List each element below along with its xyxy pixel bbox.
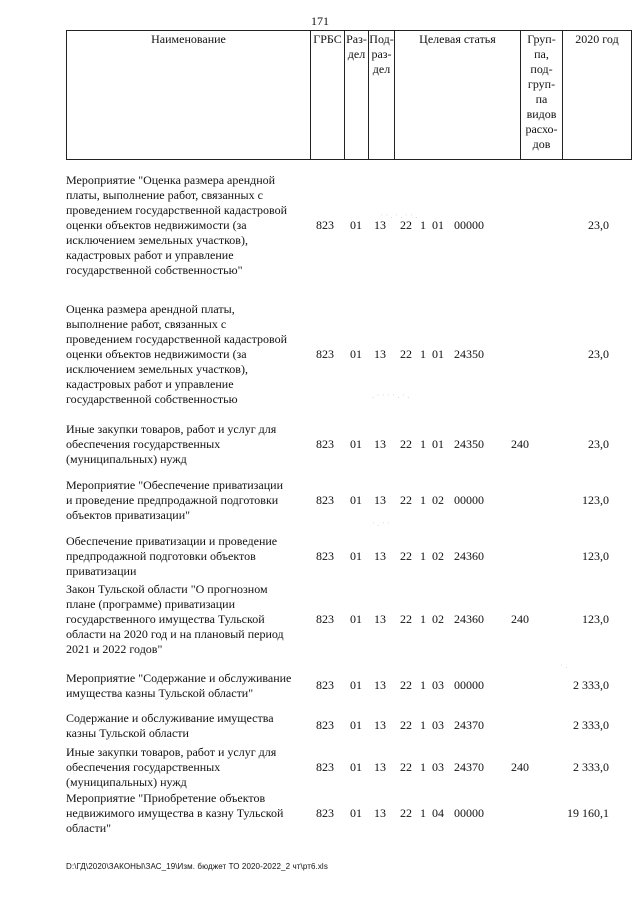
row-name-line: Содержание и обслуживание имущества (66, 711, 274, 725)
row-target: 22 1 04 00000 (400, 806, 484, 820)
row-grbs: 823 (316, 718, 334, 732)
row-name-line: Мероприятие "Обеспечение приватизации (66, 478, 284, 492)
row-name-line: Иные закупки товаров, работ и услуг для (66, 422, 277, 436)
row-name-line: выполнение работ, связанных с (66, 317, 227, 331)
row-name-line: приватизации (66, 564, 137, 578)
row-grbs: 823 (316, 760, 334, 774)
row-podrazdel: 13 (374, 806, 386, 820)
row-name-line: плане (программе) приватизации (66, 597, 236, 611)
row-razdel: 01 (350, 678, 362, 692)
row-name-line: кадастровых работ и управление (66, 248, 234, 262)
row-name-line: платы, выполнение работ, связанных с (66, 188, 263, 202)
row-name (66, 422, 310, 467)
row-razdel: 01 (350, 760, 362, 774)
row-name-line: Мероприятие "Содержание и обслуживание (66, 671, 292, 685)
row-podrazdel: 13 (374, 718, 386, 732)
row-grbs: 823 (316, 612, 334, 626)
row-podrazdel: 13 (374, 760, 386, 774)
row-grbs: 823 (316, 437, 334, 451)
row-name (66, 173, 310, 278)
row-razdel: 01 (350, 493, 362, 507)
row-name-line: оценки объектов недвижимости (за (66, 218, 247, 232)
row-razdel: 01 (350, 718, 362, 732)
row-name-line: области" (66, 821, 112, 835)
row-name-line: исключением земельных участков), (66, 233, 248, 247)
row-podrazdel: 13 (374, 347, 386, 361)
row-name-line: имущества казны Тульской области" (66, 686, 254, 700)
row-name-line: Обеспечение приватизации и проведение (66, 534, 278, 548)
header-year: 2020 год (563, 31, 632, 160)
row-amount: 123,0 (582, 493, 609, 507)
row-amount: 23,0 (588, 218, 609, 232)
row-name (66, 711, 310, 741)
row-name-line: государственной собственностью (66, 392, 238, 406)
row-podrazdel: 13 (374, 493, 386, 507)
row-razdel: 01 (350, 218, 362, 232)
row-target: 22 1 01 00000 (400, 218, 484, 232)
row-name-line: Иные закупки товаров, работ и услуг для (66, 745, 277, 759)
row-name-line: объектов приватизации" (66, 508, 191, 522)
row-name-line: и проведение предпродажной подготовки (66, 493, 279, 507)
row-razdel: 01 (350, 612, 362, 626)
row-amount: 2 333,0 (573, 760, 609, 774)
table-header (66, 30, 632, 160)
row-grbs: 823 (316, 347, 334, 361)
row-razdel: 01 (350, 806, 362, 820)
header-group: Груп- па, под- груп- па видов расхо- дов (521, 31, 563, 160)
row-name-line: области на 2020 год и на плановый период (66, 627, 284, 641)
row-name-line: (муниципальных) нужд (66, 452, 187, 466)
row-grbs: 823 (316, 806, 334, 820)
row-amount: 23,0 (588, 437, 609, 451)
row-amount: 123,0 (582, 612, 609, 626)
row-name-line: (муниципальных) нужд (66, 775, 187, 789)
page-number: 171 (311, 14, 329, 28)
row-name-line: обеспечения государственных (66, 760, 221, 774)
header-podrazdel: Под- раз- дел (369, 31, 395, 160)
row-amount: 2 333,0 (573, 718, 609, 732)
row-name-line: проведением государственной кадастровой (66, 332, 288, 346)
row-name-line: недвижимого имущества в казну Тульской (66, 806, 284, 820)
file-path-footer: D:\ГД\2020\ЗАКОНЫ\ЗАС_19\Изм. бюджет ТО 2020-2022_2 чт\рт6.xls (66, 862, 328, 871)
header-name: Наименование (67, 31, 311, 160)
row-target: 22 1 02 00000 (400, 493, 484, 507)
row-grbs: 823 (316, 493, 334, 507)
row-podrazdel: 13 (374, 218, 386, 232)
row-target: 22 1 02 24360 (400, 549, 484, 563)
row-name-line: казны Тульской области (66, 726, 189, 740)
header-razdel: Раз- дел (345, 31, 369, 160)
row-name-line: предпродажной подготовки объектов (66, 549, 256, 563)
row-name-line: оценки объектов недвижимости (за (66, 347, 247, 361)
row-target: 22 1 03 24370 (400, 760, 484, 774)
row-podrazdel: 13 (374, 678, 386, 692)
row-grbs: 823 (316, 549, 334, 563)
row-group: 240 (511, 437, 529, 451)
row-name (66, 534, 310, 579)
row-name-line: 2021 и 2022 годов" (66, 642, 163, 656)
row-name (66, 478, 310, 523)
row-group: 240 (511, 612, 529, 626)
row-razdel: 01 (350, 549, 362, 563)
row-podrazdel: 13 (374, 612, 386, 626)
row-razdel: 01 (350, 437, 362, 451)
row-target: 22 1 01 24350 (400, 347, 484, 361)
row-podrazdel: 13 (374, 437, 386, 451)
row-name-line: государственной собственностью" (66, 263, 243, 277)
row-amount: 123,0 (582, 549, 609, 563)
row-name (66, 745, 310, 790)
row-name (66, 791, 310, 836)
row-target: 22 1 02 24360 (400, 612, 484, 626)
header-grbs: ГРБС (311, 31, 345, 160)
row-name-line: Закон Тульской области "О прогнозном (66, 582, 268, 596)
row-target: 22 1 03 24370 (400, 718, 484, 732)
row-name (66, 582, 310, 657)
header-target: Целевая статья (395, 31, 521, 160)
row-name-line: государственного имущества Тульской (66, 612, 265, 626)
row-razdel: 01 (350, 347, 362, 361)
row-name-line: Оценка размера арендной платы, (66, 302, 235, 316)
row-grbs: 823 (316, 678, 334, 692)
row-target: 22 1 01 24350 (400, 437, 484, 451)
row-name (66, 302, 310, 407)
row-grbs: 823 (316, 218, 334, 232)
row-target: 22 1 03 00000 (400, 678, 484, 692)
row-amount: 23,0 (588, 347, 609, 361)
row-name-line: кадастровых работ и управление (66, 377, 234, 391)
row-name-line: исключением земельных участков), (66, 362, 248, 376)
row-name-line: Мероприятие "Приобретение объектов (66, 791, 266, 805)
row-amount: 19 160,1 (567, 806, 609, 820)
row-group: 240 (511, 760, 529, 774)
row-name-line: обеспечения государственных (66, 437, 221, 451)
row-podrazdel: 13 (374, 549, 386, 563)
row-name-line: Мероприятие "Оценка размера арендной (66, 173, 276, 187)
row-name-line: проведением государственной кадастровой (66, 203, 288, 217)
row-name (66, 671, 310, 701)
row-amount: 2 333,0 (573, 678, 609, 692)
